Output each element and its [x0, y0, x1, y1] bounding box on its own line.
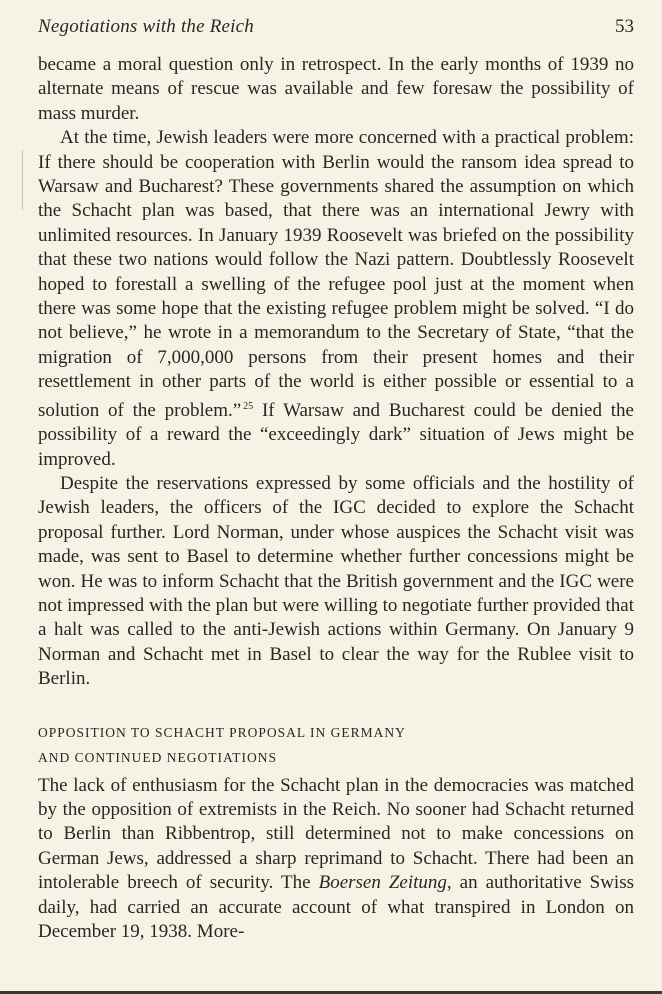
section-heading-line: OPPOSITION TO SCHACHT PROPOSAL IN GERMANY	[38, 724, 406, 740]
paragraph-text: , an authoritative Swiss daily, had carried an accurate account of what transpired in London on December 19, 1938. More-	[38, 872, 634, 942]
paragraph-igc-officers: Despite the reservations expressed by some officials and the hostility of Jewish leaders, the officers of the IGC decided to explore the Schacht proposal further. Lord Norman, under whose auspices the Schacht visit was made, was sent to Basel to determine whether further concessions might be won. He was to inform Schacht that the British government and the IGC were not impressed with the plan but were willing to negotiate further provided that a halt was called to the anti-Jewish actions within Germany. On January 9 Norman and Schacht met in Basel to clear the way for the Rublee visit to Berlin.	[38, 472, 634, 690]
paragraph-text: At the time, Jewish leaders were more concerned with a practical problem: If there should be cooperation with Berlin would the ransom idea spread to Warsaw and Bucharest? These governments shared the assumption on which the Schacht plan was based, that there was an international Jewry with unlimited resources. In January 1939 Roosevelt was briefed on the possibility that these two nations would follow the Nazi pattern. Doubtlessly Roosevelt hoped to forestall a swelling of the refugee pool just at the moment when there was some hope that the existing refugee problem might be solved. “I do not believe,” he wrote in a memorandum to the Secretary of State, “that the migration of 7,000,000 persons from their present homes and their resettlement in other parts of the world is either possible or essential to a solution of the problem.”	[38, 127, 634, 421]
book-page	[38, 0, 634, 994]
running-title: Negotiations with the Reich	[38, 16, 254, 37]
paragraph-text: If Warsaw and Bucharest could be denied the possibility of a reward the “exceedingly dark” situation of Jews might be improved.	[38, 399, 634, 470]
section-heading	[38, 720, 634, 770]
margin-pencil-mark	[22, 150, 23, 210]
page-number: 53	[615, 16, 634, 37]
paragraph-opposition	[38, 774, 634, 945]
body-text	[38, 53, 634, 944]
running-head	[38, 16, 634, 42]
paragraph-text: The lack of enthusiasm for the Schacht plan in the democracies was matched by the opposition of extremists in the Reich. No sooner had Schacht returned to Berlin than Ribbentrop, still determined not to make concessions on German Jews, addressed a sharp reprimand to Schacht. There had been an intolerable breech of security. The	[38, 774, 634, 894]
newspaper-title: Boersen Zeitung	[318, 872, 447, 894]
paragraph-jewish-leaders	[38, 126, 634, 472]
section-heading-line: AND CONTINUED NEGOTIATIONS	[38, 749, 277, 765]
paragraph-continued: became a moral question only in retrospect. In the early months of 1939 no alternate means of rescue was available and few foresaw the possibility of mass murder.	[38, 54, 634, 124]
footnote-reference: 25	[243, 400, 254, 412]
